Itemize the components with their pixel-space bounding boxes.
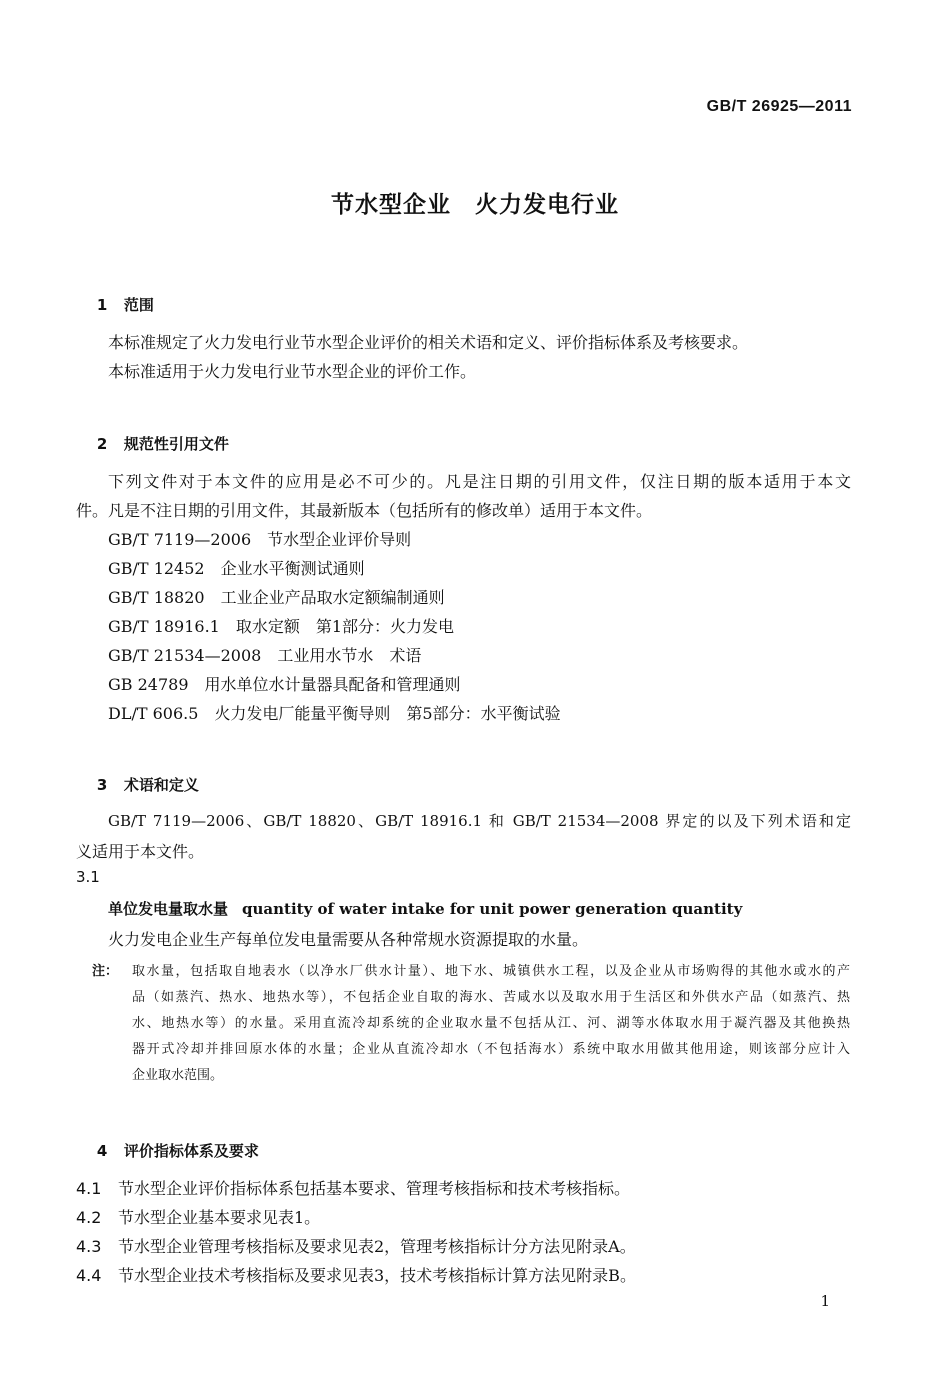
page-number: 1: [820, 1292, 830, 1310]
paragraph: 本标准适用于火力发电行业节水型企业的评价工作。: [108, 362, 477, 381]
section-title: 规范性引用文件: [123, 435, 229, 453]
reference-code: DL/T 606.5: [108, 704, 199, 723]
section-number: 3: [96, 776, 108, 794]
term-chinese: 单位发电量取水量: [108, 900, 229, 918]
clause-item-number: 4.3: [76, 1237, 102, 1256]
clause-item: [76, 1176, 630, 1199]
paragraph: 本标准规定了火力发电行业节水型企业评价的相关术语和定义、评价指标体系及考核要求。: [108, 333, 749, 352]
reference-title: 工业用水节水 术语: [277, 646, 422, 665]
reference-item: [108, 643, 421, 666]
reference-code: GB/T 21534—2008: [108, 646, 262, 665]
reference-title: 节水型企业评价导则: [267, 530, 412, 549]
section-1-heading: [76, 276, 154, 333]
term-english: quantity of water intake for unit power generation quantity: [242, 900, 743, 918]
paragraph-line: 件。凡是不注日期的引用文件，其最新版本（包括所有的修改单）适用于本文件。: [76, 501, 653, 520]
clause-item-number: 4.4: [76, 1266, 102, 1285]
note-line: 器开式冷却并排回原水体的水量；企业从直流冷却水（不包括海水）系统中取水用做其他用途，则该部分应计入: [132, 1042, 850, 1057]
reference-item: [108, 527, 411, 550]
reference-title: 工业企业产品取水定额编制通则: [220, 588, 445, 607]
reference-code: GB/T 18820: [108, 588, 205, 607]
clause-item: [76, 1263, 636, 1286]
clause-item-text: 节水型企业管理考核指标及要求见表2，管理考核指标计分方法见附录A。: [118, 1237, 636, 1256]
paragraph-line: 下列文件对于本文件的应用是必不可少的。凡是注日期的引用文件，仅注日期的版本适用于本文: [108, 472, 851, 491]
reference-code: GB/T 18916.1: [108, 617, 220, 636]
reference-title: 用水单位水计量器具配备和管理通则: [204, 675, 461, 694]
clause-item-text: 节水型企业技术考核指标及要求见表3，技术考核指标计算方法见附录B。: [118, 1266, 636, 1285]
reference-code: GB/T 12452: [108, 559, 205, 578]
reference-item: [108, 585, 445, 608]
clause-item-text: 节水型企业评价指标体系包括基本要求、管理考核指标和技术考核指标。: [118, 1179, 631, 1198]
note-line: 企业取水范围。: [132, 1068, 224, 1083]
term-definition: 火力发电企业生产每单位发电量需要从各种常规水资源提取的水量。: [108, 930, 589, 949]
reference-item: [108, 701, 561, 724]
section-title: 术语和定义: [123, 776, 199, 794]
term-entry: [108, 898, 742, 919]
reference-item: [108, 672, 461, 695]
reference-title: 火力发电厂能量平衡导则 第5部分：水平衡试验: [214, 704, 561, 723]
section-4-heading: [76, 1122, 259, 1179]
reference-title: 企业水平衡测试通则: [220, 559, 365, 578]
reference-code: GB 24789: [108, 675, 189, 694]
clause-item-number: 4.2: [76, 1208, 102, 1227]
note-line: 取水量，包括取自地表水（以净水厂供水计量）、地下水、城镇供水工程，以及企业从市场购得的其他水或水的产: [132, 964, 850, 979]
clause-number: 3.1: [76, 868, 100, 886]
section-number: 4: [96, 1142, 108, 1160]
clause-item-number: 4.1: [76, 1179, 102, 1198]
section-title: 评价指标体系及要求: [123, 1142, 259, 1160]
document-title: 节水型企业 火力发电行业: [331, 192, 619, 218]
note-label: 注：: [92, 964, 119, 979]
section-2-heading: [76, 415, 229, 472]
reference-code: GB/T 7119—2006: [108, 530, 252, 549]
reference-item: [108, 614, 454, 637]
section-number: 1: [96, 296, 108, 314]
note-line: 品（如蒸汽、热水、地热水等），不包括企业自取的海水、苦咸水以及取水用于生活区和外供水产品（如蒸汽、热: [132, 990, 850, 1005]
clause-item: [76, 1234, 636, 1257]
paragraph-line: GB/T 7119—2006、GB/T 18820、GB/T 18916.1 和 GB/T 21534—2008 界定的以及下列术语和定: [108, 812, 851, 830]
clause-item: [76, 1205, 320, 1228]
reference-title: 取水定额 第1部分：火力发电: [235, 617, 455, 636]
paragraph-line: 义适用于本文件。: [76, 842, 205, 861]
reference-item: [108, 556, 365, 579]
section-title: 范围: [123, 296, 154, 314]
section-number: 2: [96, 435, 108, 453]
section-3-heading: [76, 756, 199, 813]
clause-item-text: 节水型企业基本要求见表1。: [118, 1208, 321, 1227]
standard-code: GB/T 26925—2011: [706, 98, 852, 115]
note-line: 水、地热水等）的水量。采用直流冷却系统的企业取水量不包括从江、河、湖等水体取水用于凝汽器及其他换热: [132, 1016, 850, 1031]
